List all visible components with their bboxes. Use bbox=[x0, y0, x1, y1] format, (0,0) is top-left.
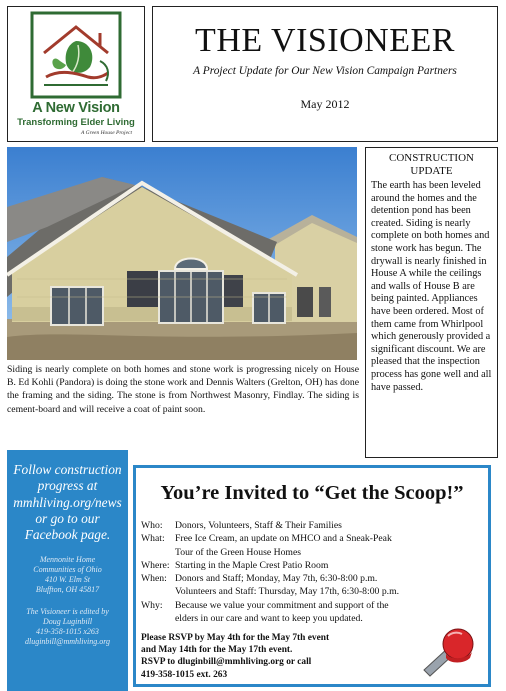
construction-update-box bbox=[365, 147, 498, 458]
rsvp-block bbox=[141, 632, 329, 681]
logo-panel bbox=[7, 6, 145, 142]
editor-email: dluginbill@mmhliving.org bbox=[24, 637, 111, 647]
rsvp-line: and May 14th for the May 17th event. bbox=[141, 645, 293, 656]
heading-line-1: CONSTRUCTION bbox=[389, 152, 474, 164]
follow-text: Follow construction progress at mmhliving.org/news or go to our Facebook page. bbox=[13, 462, 122, 543]
where-label: Where: bbox=[141, 559, 170, 571]
invitation-box bbox=[133, 465, 491, 687]
address-line: Bluffton, OH 45817 bbox=[35, 585, 100, 595]
editor-block bbox=[11, 607, 124, 647]
who-value: Donors, Volunteers, Staff & Their Families bbox=[175, 520, 342, 531]
construction-photo bbox=[7, 147, 357, 360]
issue-date: May 2012 bbox=[300, 97, 350, 111]
sidebar-panel bbox=[7, 450, 128, 691]
when-label: When: bbox=[141, 573, 167, 585]
logo-name: A New Vision bbox=[32, 100, 120, 116]
address-line: Communities of Ohio bbox=[33, 565, 102, 575]
when-row-continued bbox=[141, 585, 486, 598]
who-row bbox=[141, 519, 486, 532]
rsvp-line: RSVP to dluginbill@mmhliving.org or call bbox=[141, 657, 312, 668]
editor-phone: 419-358-1015 x263 bbox=[36, 627, 99, 637]
address-line: 410 W. Elm St bbox=[44, 575, 91, 585]
what-row bbox=[141, 532, 486, 545]
where-row bbox=[141, 559, 486, 572]
what-label: What: bbox=[141, 533, 165, 545]
green-house-logo-icon bbox=[30, 11, 122, 99]
why-value-continued: elders in our care and want to keep you updated. bbox=[175, 613, 363, 625]
what-value-continued: Tour of the Green House Homes bbox=[175, 546, 302, 558]
when-row bbox=[141, 572, 486, 585]
address-line: Mennonite Home bbox=[39, 555, 96, 565]
what-value: Free Ice Cream, an update on MHCO and a Sneak-Peak bbox=[175, 533, 392, 545]
logo-tagline: Transforming Elder Living bbox=[17, 117, 135, 128]
why-value: Because we value your commitment and support of the bbox=[175, 599, 389, 611]
photo-caption: Siding is nearly complete on both homes and stone work is progressing nicely on House B. Ed Kohli (Pandora) is doing the stone work and Dennis Walters (Grelton, OH) has done the framing and the siding. The stone is from Northwest Masonry, Findlay. The siding is cement-board and will receive a coat of paint soon. bbox=[7, 364, 359, 415]
logo-subtitle: A Green House Project bbox=[81, 130, 132, 136]
where-value: Starting in the Maple Crest Patio Room bbox=[175, 559, 329, 571]
address-block bbox=[11, 555, 124, 595]
invitation-title: You’re Invited to “Get the Scoop!” bbox=[160, 482, 464, 504]
when-value-continued: Volunteers and Staff: Thursday, May 17th, 6:30-8:00 p.m. bbox=[175, 586, 400, 598]
newsletter-title: THE VISIONEER bbox=[195, 22, 455, 59]
rsvp-line: Please RSVP by May 4th for the May 7th event bbox=[141, 633, 330, 643]
what-row-continued bbox=[141, 546, 486, 559]
why-row bbox=[141, 599, 486, 612]
why-label: Why: bbox=[141, 599, 163, 611]
when-value: Donors and Staff; Monday, May 7th, 6:30-8:00 p.m. bbox=[175, 573, 378, 585]
ice-cream-scoop-icon bbox=[420, 624, 482, 682]
who-label: Who: bbox=[141, 520, 163, 531]
editor-name: Doug Luginbill bbox=[42, 617, 93, 627]
newsletter-subtitle: A Project Update for Our New Vision Campaign Partners bbox=[193, 65, 457, 77]
invitation-details bbox=[141, 519, 486, 625]
rsvp-line: 419-358-1015 ext. 263 bbox=[141, 669, 228, 680]
editor-line: The Visioneer is edited by bbox=[26, 607, 109, 617]
masthead bbox=[152, 6, 498, 142]
construction-update-heading bbox=[371, 152, 492, 178]
construction-update-body: The earth has been leveled around the homes and the detention pond has been created. Siding is nearly complete on both homes and stone work has begun. The drywall is nearly finished in House A while the ceilings and walls of House B are being painted. Appliances have been ordered. Most of them came from Whirlpool which generously provided a significant discount. We are pleased that the inspection process has gone well and all have passed. bbox=[371, 180, 492, 393]
heading-line-2: UPDATE bbox=[410, 165, 453, 177]
